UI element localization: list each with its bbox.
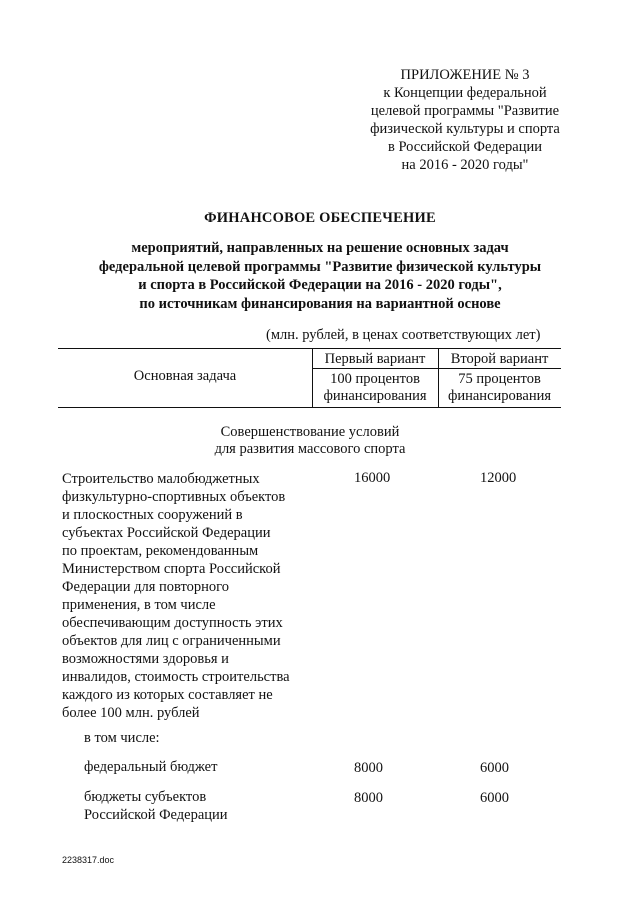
row-label-line: субъектах Российской Федерации xyxy=(62,525,271,541)
variant1-financing: финансирования xyxy=(323,388,427,404)
appendix-block xyxy=(345,66,585,174)
column-header-task: Основная задача xyxy=(133,368,237,384)
column-header-variant1: Первый вариант xyxy=(324,351,426,367)
main-row-label xyxy=(62,470,352,722)
section-heading xyxy=(100,424,520,458)
main-row-variant1-value: 16000 xyxy=(354,470,391,486)
row-label-line: и плоскостных сооружений в xyxy=(62,507,243,523)
table-header xyxy=(58,348,561,408)
regional-budget-line: бюджеты субъектов xyxy=(84,789,207,805)
regional-budget-variant2-value: 6000 xyxy=(480,790,509,806)
table-bottom-rule xyxy=(58,407,561,408)
including-label: в том числе: xyxy=(84,730,160,746)
row-label-line: инвалидов, стоимость строительства xyxy=(62,669,290,685)
row-label-line: Министерством спорта Российской xyxy=(62,561,281,577)
units-note: (млн. рублей, в ценах соответствующих лет) xyxy=(266,327,541,343)
row-label-line: Федерации для повторного xyxy=(62,579,229,595)
federal-budget-label: федеральный бюджет xyxy=(84,759,218,775)
subtitle-line: федеральной целевой программы "Развитие физической культуры xyxy=(98,258,542,275)
appendix-line: физической культуры и спорта xyxy=(370,121,560,137)
regional-budget-variant1-value: 8000 xyxy=(354,790,383,806)
section-heading-line: Совершенствование условий xyxy=(220,424,400,440)
subtitle-line: и спорта в Российской Федерации на 2016 - 2020 годы", xyxy=(138,277,502,293)
row-label-line: объектов для лиц с ограниченными xyxy=(62,633,281,649)
section-heading-line: для развития массового спорта xyxy=(214,441,406,457)
appendix-line: в Российской Федерации xyxy=(387,139,543,155)
footer-filename: 2238317.doc xyxy=(62,855,115,865)
variant2-description xyxy=(438,371,561,405)
table-top-rule xyxy=(58,348,561,349)
variant1-percent: 100 процентов xyxy=(330,371,420,387)
federal-budget-variant2-value: 6000 xyxy=(480,760,509,776)
federal-budget-variant1-value: 8000 xyxy=(354,760,383,776)
appendix-line: целевой программы "Развитие xyxy=(370,103,560,119)
row-label-line: возможностями здоровья и xyxy=(62,651,229,667)
regional-budget-label xyxy=(84,788,228,824)
regional-budget-line: Российской Федерации xyxy=(84,807,228,823)
subtitle-line: мероприятий, направленных на решение основных задач xyxy=(131,240,509,256)
variant2-financing: финансирования xyxy=(447,388,552,404)
header-subrule xyxy=(312,368,561,369)
column-header-variant2: Второй вариант xyxy=(450,351,549,367)
subtitle-line: по источникам финансирования на вариантной основе xyxy=(139,295,501,312)
row-label-line: применения, в том числе xyxy=(62,597,216,613)
appendix-title: ПРИЛОЖЕНИЕ № 3 xyxy=(400,67,530,83)
row-label-line: более 100 млн. рублей xyxy=(62,705,200,721)
appendix-line: на 2016 - 2020 годы" xyxy=(401,157,529,173)
row-label-line: физкультурно-спортивных объектов xyxy=(62,489,286,505)
row-label-line: Строительство малобюджетных xyxy=(62,471,260,487)
appendix-line: к Концепции федеральной xyxy=(383,85,547,101)
row-label-line: по проектам, рекомендованным xyxy=(62,543,259,559)
document-title: ФИНАНСОВОЕ ОБЕСПЕЧЕНИЕ xyxy=(204,210,436,226)
variant1-description xyxy=(312,371,438,405)
main-row-variant2-value: 12000 xyxy=(480,470,517,486)
variant2-percent: 75 процентов xyxy=(458,371,541,387)
row-label-line: каждого из которых составляет не xyxy=(62,687,273,703)
document-subtitle xyxy=(40,239,600,313)
row-label-line: обеспечивающим доступность этих xyxy=(62,615,283,631)
